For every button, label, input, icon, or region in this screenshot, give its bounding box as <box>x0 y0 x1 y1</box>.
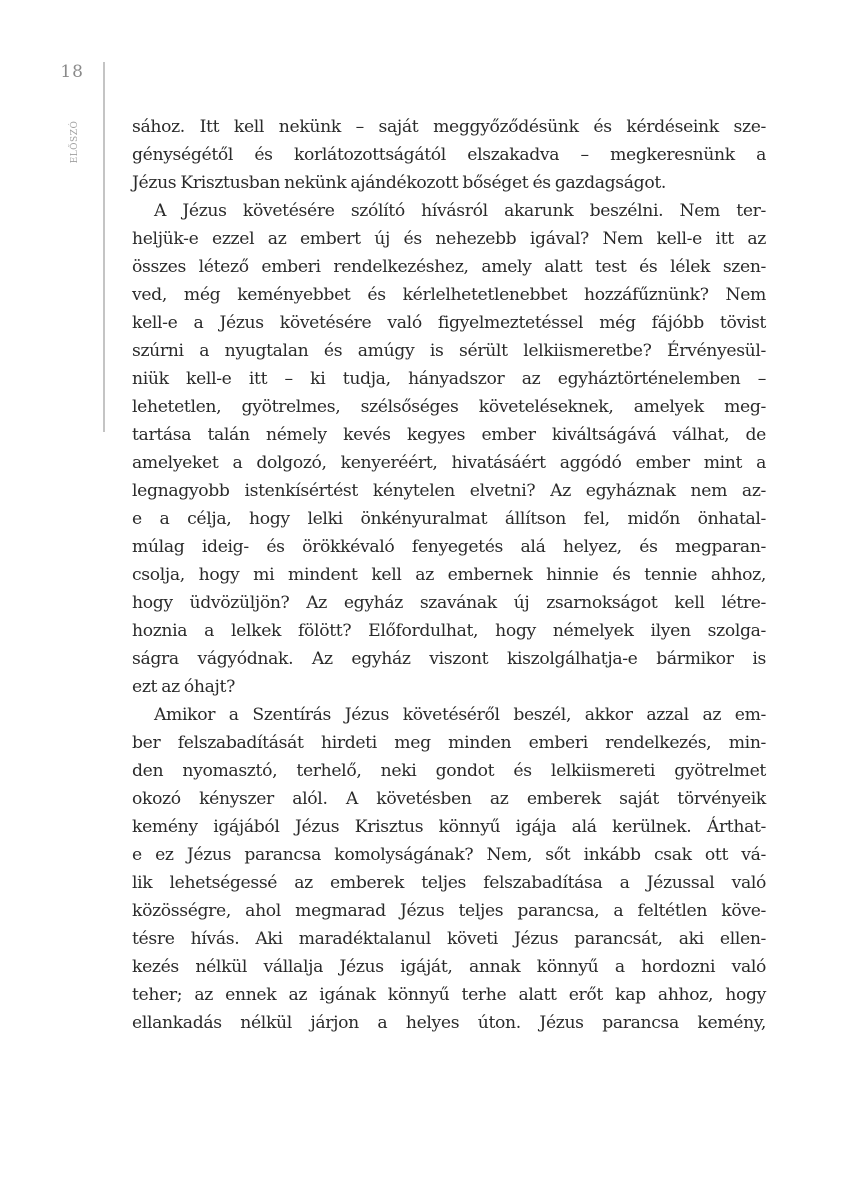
text-line: den nyomasztó, terhelő, neki gondot és lelkiismereti gyötrelmet <box>132 761 766 781</box>
text-line: ságra vágyódnak. Az egyház viszont kiszolgálhatja-e bármikor is <box>132 649 766 669</box>
text-line: génységétől és korlátozottságától elszakadva – megkeresnünk a <box>132 145 766 165</box>
text-line: legnagyobb istenkísértést kénytelen elvetni? Az egyháznak nem az- <box>132 481 766 501</box>
text-line: szúrni a nyugtalan és amúgy is sérült lelkiismeretbe? Érvényesül- <box>132 341 766 361</box>
text-line: heljük-e ezzel az embert új és nehezebb igával? Nem kell-e itt az <box>132 229 766 249</box>
paragraph <box>132 197 766 701</box>
page-number: 18 <box>60 62 84 82</box>
text-line: kell-e a Jézus követésére való figyelmeztetéssel még fájóbb tövist <box>132 313 766 333</box>
text-line: csolja, hogy mi mindent kell az embernek hinnie és tennie ahhoz, <box>132 565 766 585</box>
text-line: hogy üdvözüljön? Az egyház szavának új zsarnokságot kell létre- <box>132 593 766 613</box>
text-line: e a célja, hogy lelki önkényuralmat állítson fel, midőn önhatal- <box>132 509 766 529</box>
text-line: ezt az óhajt? <box>132 677 235 697</box>
margin-divider <box>103 62 105 432</box>
text-line: ved, még keményebbet és kérlelhetetlenebbet hozzáfűznünk? Nem <box>132 285 766 305</box>
text-line: lik lehetségessé az emberek teljes felszabadítása a Jézussal való <box>132 873 766 893</box>
text-line: ber felszabadítását hirdeti meg minden emberi rendelkezés, min- <box>132 733 766 753</box>
text-line: múlag ideig- és örökkévaló fenyegetés alá helyez, és megparan- <box>132 537 766 557</box>
paragraph <box>132 113 766 197</box>
running-head-label: ELŐSZÓ <box>70 120 80 164</box>
running-head <box>68 112 82 172</box>
text-line: Amikor a Szentírás Jézus követéséről beszél, akkor azzal az em- <box>154 705 766 725</box>
text-line: A Jézus követésére szólító hívásról akarunk beszélni. Nem ter- <box>154 201 766 221</box>
paragraph <box>132 701 766 1037</box>
text-line: ellankadás nélkül járjon a helyes úton. Jézus parancsa kemény, <box>132 1013 766 1033</box>
body-text <box>132 113 766 1037</box>
text-line: e ez Jézus parancsa komolyságának? Nem, sőt inkább csak ott vá- <box>132 845 766 865</box>
text-line: teher; az ennek az igának könnyű terhe alatt erőt kap ahhoz, hogy <box>132 985 766 1005</box>
text-line: közösségre, ahol megmarad Jézus teljes parancsa, a feltétlen köve- <box>132 901 766 921</box>
text-line: lehetetlen, gyötrelmes, szélsőséges követeléseknek, amelyek meg- <box>132 397 766 417</box>
text-line: amelyeket a dolgozó, kenyeréért, hivatásáért aggódó ember mint a <box>132 453 766 473</box>
text-line: kezés nélkül vállalja Jézus igáját, annak könnyű a hordozni való <box>132 957 766 977</box>
text-line: sához. Itt kell nekünk – saját meggyőződésünk és kérdéseink sze- <box>132 117 766 137</box>
text-line: tésre hívás. Aki maradéktalanul követi Jézus parancsát, aki ellen- <box>132 929 766 949</box>
text-line: kemény igájából Jézus Krisztus könnyű igája alá kerülnek. Árthat- <box>132 817 766 837</box>
text-line: niük kell-e itt – ki tudja, hányadszor az egyháztörténelemben – <box>132 369 766 389</box>
text-line: hoznia a lelkek fölött? Előfordulhat, hogy némelyek ilyen szolga- <box>132 621 766 641</box>
text-line: Jézus Krisztusban nekünk ajándékozott bőséget és gazdagságot. <box>132 173 666 193</box>
text-line: összes létező emberi rendelkezéshez, amely alatt test és lélek szen- <box>132 257 766 277</box>
text-line: tartása talán némely kevés kegyes ember kiváltságává válhat, de <box>132 425 766 445</box>
text-line: okozó kényszer alól. A követésben az emberek saját törvényeik <box>132 789 766 809</box>
